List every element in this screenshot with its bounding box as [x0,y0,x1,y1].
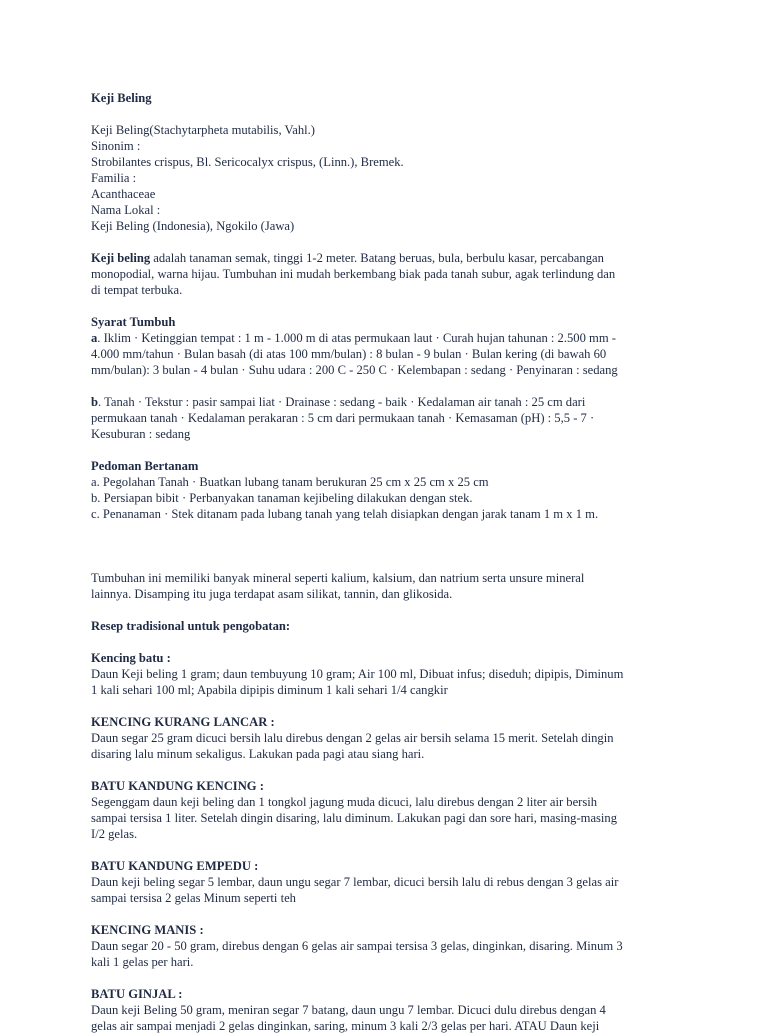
syarat-heading: Syarat Tumbuh [91,315,176,329]
pedoman-heading: Pedoman Bertanam [91,459,199,473]
recipe-block [91,922,691,970]
intro-line: Keji Beling (Indonesia), Ngokilo (Jawa) [91,219,295,233]
syarat-a-line: a. Iklim · Ketinggian tempat : 1 m - 1.000 m di atas permukaan laut · Curah hujan tahunan : 2.500 mm - [91,331,616,345]
intro-section [91,122,691,234]
syarat-b-line: permukaan tanah · Kedalaman perakaran : 5 cm dari permukaan tanah · Kemasaman (pH) : 5,5 - 7 · [91,411,595,425]
recipe-heading: Kencing batu : [91,651,171,665]
recipe-heading: BATU KANDUNG EMPEDU : [91,859,259,873]
recipe-line: Segenggam daun keji beling dan 1 tongkol jagung muda dicuci, lalu direbus dengan 2 liter air bersih [91,795,598,809]
syarat-b-line: b. Tanah · Tekstur : pasir sampai liat · Drainase : sedang - baik · Kedalaman air tanah : 25 cm dari [91,395,586,409]
recipe-line: gelas air sampai menjadi 2 gelas dinginkan, saring, minum 3 kali 2/3 gelas per hari. ATAU Daun keji [91,1019,600,1033]
description-line: di tempat terbuka. [91,283,183,297]
resep-heading: Resep tradisional untuk pengobatan: [91,619,291,633]
recipe-line: Daun segar 20 - 50 gram, direbus dengan 6 gelas air sampai tersisa 3 gelas, dinginkan, disaring. Minum 3 [91,939,623,953]
recipe-heading: BATU GINJAL : [91,987,183,1001]
recipe-line: sampai tersisa 2 gelas Minum seperti teh [91,891,296,905]
recipe-line: Daun segar 25 gram dicuci bersih lalu direbus dengan 2 gelas air bersih selama 15 merit. Setelah dingin [91,731,614,745]
mineral-line: lainnya. Disamping itu juga terdapat asam silikat, tannin, dan glikosida. [91,587,453,601]
recipe-heading: KENCING KURANG LANCAR : [91,715,275,729]
recipe-heading: KENCING MANIS : [91,923,204,937]
document-title: Keji Beling [91,91,152,105]
mineral-paragraph [91,570,691,602]
recipe-line: disaring lalu minum sekaligus. Lakukan pada pagi atau siang hari. [91,747,425,761]
syarat-section [91,314,691,378]
pedoman-line: a. Pegolahan Tanah · Buatkan lubang tanam berukuran 25 cm x 25 cm x 25 cm [91,475,489,489]
recipe-line: Daun Keji beling 1 gram; daun tembuyung 10 gram; Air 100 ml, Dibuat infus; diseduh; dipipis, Diminum [91,667,624,681]
mineral-line: Tumbuhan ini memiliki banyak mineral seperti kalium, kalsium, dan natrium serta unsure mineral [91,571,585,585]
recipe-line: I/2 gelas. [91,827,138,841]
recipe-line: Daun keji beling segar 5 lembar, daun ungu segar 7 lembar, dicuci bersih lalu di rebus dengan 3 gelas air [91,875,619,889]
pedoman-line: b. Persiapan bibit · Perbanyakan tanaman kejibeling dilakukan dengan stek. [91,491,473,505]
pedoman-section [91,458,691,522]
intro-line: Keji Beling(Stachytarpheta mutabilis, Vahl.) [91,123,315,137]
recipe-block [91,858,691,906]
intro-line: Nama Lokal : [91,203,161,217]
recipe-block [91,714,691,762]
description-line: monopodial, warna hijau. Tumbuhan ini mudah berkembang biak pada tanah subur, agak terlindung dan [91,267,616,281]
recipe-heading: BATU KANDUNG KENCING : [91,779,264,793]
intro-line: Sinonim : [91,139,141,153]
syarat-b-line: Kesuburan : sedang [91,427,191,441]
intro-line: Strobilantes crispus, Bl. Sericocalyx crispus, (Linn.), Bremek. [91,155,404,169]
syarat-b-section [91,394,691,442]
syarat-a-line: mm/bulan): 3 bulan - 4 bulan · Suhu udara : 200 C - 250 C · Kelembapan : sedang · Penyinaran : sedang [91,363,618,377]
pedoman-line: c. Penanaman · Stek ditanam pada lubang tanah yang telah disiapkan dengan jarak tanam 1 m x 1 m. [91,507,599,521]
document-body [91,90,691,1034]
recipe-block [91,778,691,842]
recipe-block [91,650,691,698]
recipe-line: 1 kali sehari 100 ml; Apabila dipipis diminum 1 kali sehari 1/4 cangkir [91,683,448,697]
syarat-a-line: 4.000 mm/tahun · Bulan basah (di atas 100 mm/bulan) : 8 bulan - 9 bulan · Bulan kering (di bawah 60 [91,347,607,361]
description-bold: Keji beling [91,251,151,265]
recipe-line: Daun keji Beling 50 gram, meniran segar 7 batang, daun ungu 7 lembar. Dicuci dulu direbus dengan 4 [91,1003,606,1017]
description-line: Keji beling adalah tanaman semak, tinggi 1-2 meter. Batang beruas, bula, berbulu kasar, percabangan [91,251,604,265]
intro-line: Acanthaceae [91,187,156,201]
description-paragraph [91,250,691,298]
recipe-block [91,986,691,1034]
recipe-line: sampai tersisa 1 liter. Setelah dingin disaring, lalu diminum. Lakukan pagi dan sore hari, masing-masing [91,811,618,825]
intro-line: Familia : [91,171,137,185]
recipe-line: kali 1 gelas per hari. [91,955,194,969]
